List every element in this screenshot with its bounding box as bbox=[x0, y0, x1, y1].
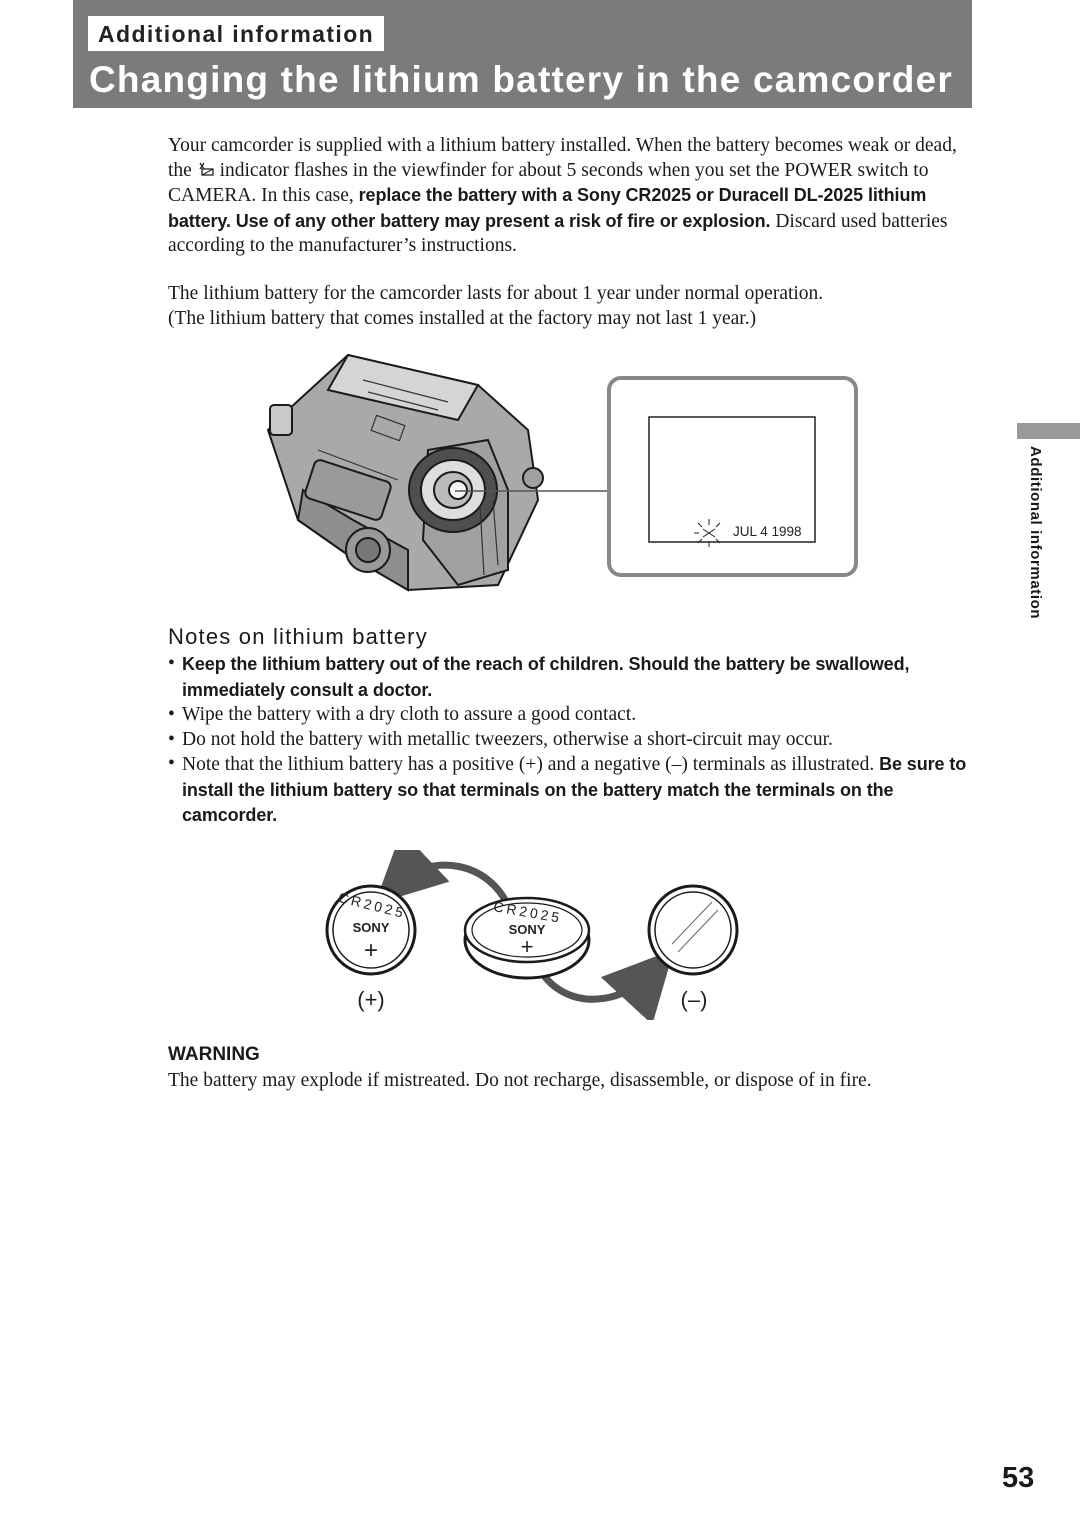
intro-text-c: Discard used batteries according to the manufacturer’s instructions. bbox=[168, 210, 948, 256]
note-4: Note that the lithium battery has a positive (+) and a negative (–) terminals as illustrated. bbox=[182, 754, 880, 775]
page-title: Changing the lithium battery in the camcorder bbox=[89, 59, 953, 100]
battery-tilted bbox=[465, 898, 589, 978]
note-3: Do not hold the battery with metallic tweezers, otherwise a short-circuit may occur. bbox=[182, 728, 833, 750]
bullet: • bbox=[168, 753, 175, 774]
battery-life-paragraph bbox=[168, 282, 973, 331]
battery-brand-label: SONY bbox=[508, 922, 546, 937]
list-item bbox=[168, 703, 968, 728]
battery-positive-side bbox=[327, 886, 415, 974]
side-tab-marker bbox=[1017, 423, 1080, 439]
battery-installation-diagram bbox=[310, 850, 760, 1020]
battery-life-line-1: The lithium battery for the camcorder lasts for about 1 year under normal operation. bbox=[168, 283, 824, 304]
warning-heading: WARNING bbox=[168, 1044, 260, 1065]
camcorder-illustration bbox=[258, 350, 618, 600]
battery-brand-label: SONY bbox=[352, 920, 390, 935]
intro-warning-bold: replace the battery with a Sony CR2025 or Duracell DL-2025 lithium battery. Use of any other battery may present a risk of fire or explosion. bbox=[168, 185, 927, 231]
note-1-bold: Keep the lithium battery out of the reach of children. Should the battery be swallowed, immediately consult a doctor. bbox=[182, 654, 910, 700]
note-4-bold: Be sure to install the lithium battery so that terminals on the battery match the terminals on the camcorder. bbox=[182, 754, 967, 825]
page-number: 53 bbox=[1002, 1462, 1035, 1494]
label-negative: (–) bbox=[680, 987, 708, 1012]
viewfinder-display bbox=[606, 375, 860, 579]
list-item bbox=[168, 752, 968, 829]
section-tab: Additional information bbox=[88, 16, 384, 51]
battery-model-label: CR2025 bbox=[336, 888, 408, 922]
side-section-label: Additional information bbox=[1027, 446, 1044, 620]
plus-sign: + bbox=[520, 934, 534, 959]
note-2: Wipe the battery with a dry cloth to assure a good contact. bbox=[182, 704, 637, 725]
bullet: • bbox=[168, 704, 175, 725]
viewfinder-connector-line bbox=[455, 488, 615, 494]
intro-text-b: indicator flashes in the viewfinder for about 5 seconds when you set the POWER switch to CAMERA. In this case, bbox=[168, 159, 929, 206]
intro-paragraph bbox=[168, 134, 973, 259]
bullet: • bbox=[168, 728, 175, 750]
notes-heading: Notes on lithium battery bbox=[168, 624, 428, 649]
plus-sign: + bbox=[363, 937, 379, 964]
intro-text-a: Your camcorder is supplied with a lithium battery installed. When the battery becomes weak or dead, the bbox=[168, 135, 957, 181]
list-item bbox=[168, 652, 968, 703]
list-item bbox=[168, 728, 968, 753]
notes-list bbox=[168, 652, 968, 829]
label-positive: (+) bbox=[357, 987, 385, 1012]
warning-text: The battery may explode if mistreated. Do not recharge, disassemble, or dispose of in fire. bbox=[168, 1070, 872, 1091]
battery-indicator-icon bbox=[197, 160, 215, 178]
bullet: • bbox=[168, 653, 175, 674]
battery-model-label: CR2025 bbox=[492, 898, 564, 926]
viewfinder-date: JUL 4 1998 bbox=[733, 524, 802, 539]
battery-life-line-2: (The lithium battery that comes installed at the factory may not last 1 year.) bbox=[168, 307, 757, 329]
battery-negative-side bbox=[649, 886, 737, 974]
